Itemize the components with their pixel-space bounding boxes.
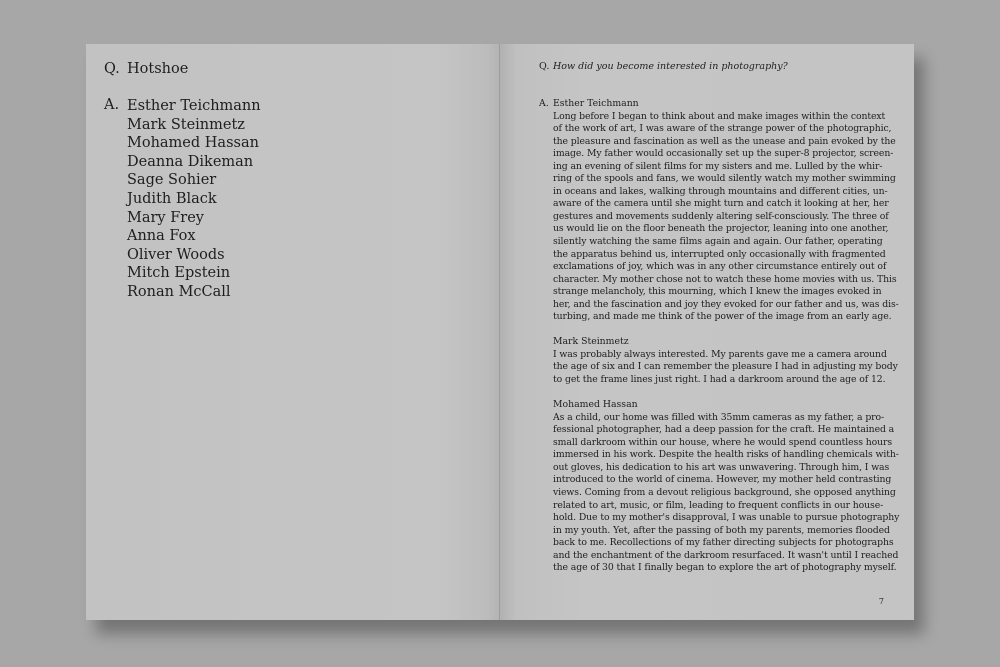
- answer-line: introduced to the world of cinema. However, my mother held contrasting: [553, 474, 892, 486]
- answer-line: us would lie on the floor beneath the projector, leaning into one another,: [553, 223, 889, 235]
- answer-line: views. Coming from a devout religious background, she opposed anything: [553, 486, 896, 498]
- answer-mark: A.: [539, 98, 549, 109]
- answer-line: the age of 30 that I finally began to explore the art of photography myself.: [553, 562, 897, 574]
- answer-block: [539, 98, 899, 587]
- answer-line: the pleasure and fascination as well as the unease and pain evoked by the: [553, 135, 896, 147]
- answer-line: silently watching the same films again and again. Our father, operating: [553, 236, 883, 248]
- answer-author: Esther Teichmann: [553, 98, 639, 109]
- answer-line: the age of six and I can remember the pleasure I had in adjusting my body: [553, 361, 898, 373]
- respondent-name: Mohamed Hassan: [127, 135, 259, 152]
- answer-line: out gloves, his dedication to his art was unwavering. Through him, I was: [553, 461, 890, 473]
- answer-line: the apparatus behind us, interrupted only occasionally with fragmented: [553, 248, 886, 260]
- answer-line: in oceans and lakes, walking through mountains and different cities, un-: [553, 185, 888, 197]
- question-mark: Q.: [104, 61, 120, 77]
- answer-line: hold. Due to my mother's disapproval, I was unable to pursue photography: [553, 512, 900, 524]
- answer-line: aware of the camera until she might turn and catch it looking at her, her: [553, 198, 889, 210]
- answer-line: I was probably always interested. My parents gave me a camera around: [553, 348, 887, 360]
- answer-line: small darkroom within our house, where he would spend countless hours: [553, 436, 893, 448]
- answer-entry: [553, 399, 899, 575]
- answer-line: fessional photographer, had a deep passion for the craft. He maintained a: [553, 424, 895, 436]
- respondent-name: Mark Steinmetz: [127, 116, 245, 133]
- left-question: [104, 61, 188, 77]
- answer-mark: A.: [104, 97, 120, 113]
- answer-entry: [553, 98, 899, 324]
- respondent-name: Mitch Epstein: [127, 265, 231, 282]
- left-answers: [104, 97, 261, 302]
- question-title: Hotshoe: [127, 61, 189, 77]
- answer-line: her, and the fascination and joy they evoked for our father and us, was dis-: [553, 298, 899, 310]
- open-book: [86, 44, 914, 620]
- answer-entries: [553, 98, 899, 587]
- right-question: [539, 61, 788, 72]
- right-page: [500, 44, 914, 620]
- answer-line: immersed in his work. Despite the health risks of handling chemicals with-: [553, 449, 899, 461]
- answer-line: of the work of art, I was aware of the strange power of the photographic,: [553, 123, 892, 135]
- respondent-name: Deanna Dikeman: [127, 153, 254, 170]
- answer-line: Long before I began to think about and make images within the context: [553, 110, 886, 122]
- answer-author: Mohamed Hassan: [553, 399, 638, 411]
- answer-line: gestures and movements suddenly altering self-consciously. The three of: [553, 210, 889, 222]
- respondent-name: Oliver Woods: [127, 246, 225, 263]
- answer-line: ing an evening of silent films for my sisters and me. Lulled by the whir-: [553, 160, 883, 172]
- answer-line: turbing, and made me think of the power of the image from an early age.: [553, 311, 892, 323]
- respondent-name: Mary Frey: [127, 209, 204, 226]
- answer-line: and the enchantment of the darkroom resurfaced. It wasn't until I reached: [553, 549, 899, 561]
- answer-line: ring of the spools and fans, we would silently watch my mother swimming: [553, 173, 896, 185]
- left-page: [86, 44, 500, 620]
- question-text: How did you become interested in photography?: [553, 61, 788, 72]
- answer-author: Mark Steinmetz: [553, 336, 629, 348]
- answer-line: back to me. Recollections of my father directing subjects for photographs: [553, 537, 894, 549]
- answer-line: character. My mother chose not to watch these home movies with us. This: [553, 273, 897, 285]
- question-mark: Q.: [539, 61, 550, 72]
- answer-line: image. My father would occasionally set up the super-8 projector, screen-: [553, 148, 894, 160]
- answer-line: exclamations of joy, which was in any other circumstance entirely out of: [553, 261, 887, 273]
- respondent-list: [127, 97, 261, 302]
- answer-line: strange melancholy, this mourning, which I knew the images evoked in: [553, 286, 882, 298]
- answer-line: in my youth. Yet, after the passing of both my parents, memories flooded: [553, 524, 890, 536]
- page-number: 7: [878, 597, 884, 606]
- respondent-name: Ronan McCall: [127, 283, 231, 300]
- answer-entry: [553, 336, 899, 386]
- answer-line: As a child, our home was filled with 35mm cameras as my father, a pro-: [553, 411, 885, 423]
- respondent-name: Anna Fox: [127, 228, 196, 245]
- answer-line: to get the frame lines just right. I had a darkroom around the age of 12.: [553, 374, 886, 386]
- respondent-name: Esther Teichmann: [127, 98, 261, 114]
- respondent-name: Judith Black: [127, 190, 217, 207]
- answer-line: related to art, music, or film, leading to frequent conflicts in our house-: [553, 499, 884, 511]
- respondent-name: Sage Sohier: [127, 172, 217, 189]
